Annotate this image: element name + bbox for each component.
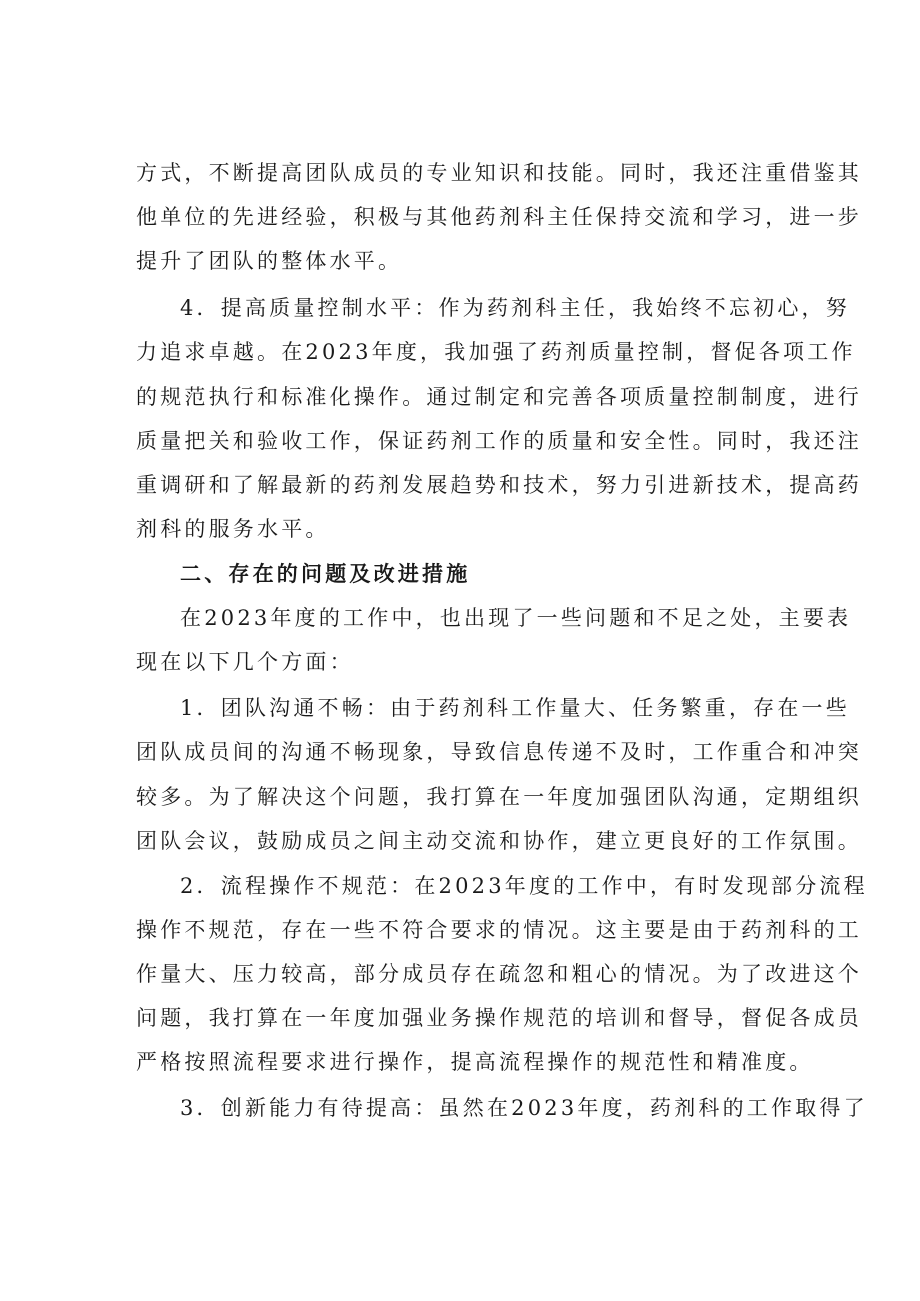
paragraph-start-line: 1．团队沟通不畅：由于药剂科工作量大、任务繁重，存在一些 [180,696,850,720]
text-line: 作量大、压力较高，部分成员存在疏忽和粗心的情况。为了改进这个 [136,962,862,986]
paragraph-start-line: 3．创新能力有待提高：虽然在2023年度，药剂科的工作取得了 [180,1096,868,1120]
text-line: 团队会议，鼓励成员之间主动交流和协作，建立更良好的工作氛围。 [136,829,862,853]
text-line: 提升了团队的整体水平。 [136,249,403,273]
paragraph-start-line: 2．流程操作不规范：在2023年度的工作中，有时发现部分流程 [180,874,868,898]
text-line: 力追求卓越。在2023年度，我加强了药剂质量控制，督促各项工作 [136,340,856,364]
text-line: 质量把关和验收工作，保证药剂工作的质量和安全性。同时，我还注 [136,429,862,453]
text-line: 重调研和了解最新的药剂发展趋势和技术，努力引进新技术，提高药 [136,473,862,497]
text-line: 的规范执行和标准化操作。通过制定和完善各项质量控制制度，进行 [136,385,862,409]
text-line: 团队成员间的沟通不畅现象，导致信息传递不及时，工作重合和冲突 [136,740,862,764]
text-line: 方式，不断提高团队成员的专业知识和技能。同时，我还注重借鉴其 [136,161,862,185]
section-heading: 二、存在的问题及改进措施 [180,561,471,586]
text-line: 他单位的先进经验，积极与其他药剂科主任保持交流和学习，进一步 [136,205,862,229]
text-line: 操作不规范，存在一些不符合要求的情况。这主要是由于药剂科的工 [136,918,862,942]
text-line: 严格按照流程要求进行操作，提高流程操作的规范性和精准度。 [136,1050,814,1074]
text-line: 现在以下几个方面： [136,650,354,674]
paragraph-start-line: 4．提高质量控制水平：作为药剂科主任，我始终不忘初心，努 [180,296,850,320]
text-line: 较多。为了解决这个问题，我打算在一年度加强团队沟通，定期组织 [136,785,862,809]
paragraph-start-line: 在2023年度的工作中，也出现了一些问题和不足之处，主要表 [180,606,852,630]
text-line: 剂科的服务水平。 [136,517,330,541]
text-line: 问题，我打算在一年度加强业务操作规范的培训和督导，督促各成员 [136,1006,862,1030]
